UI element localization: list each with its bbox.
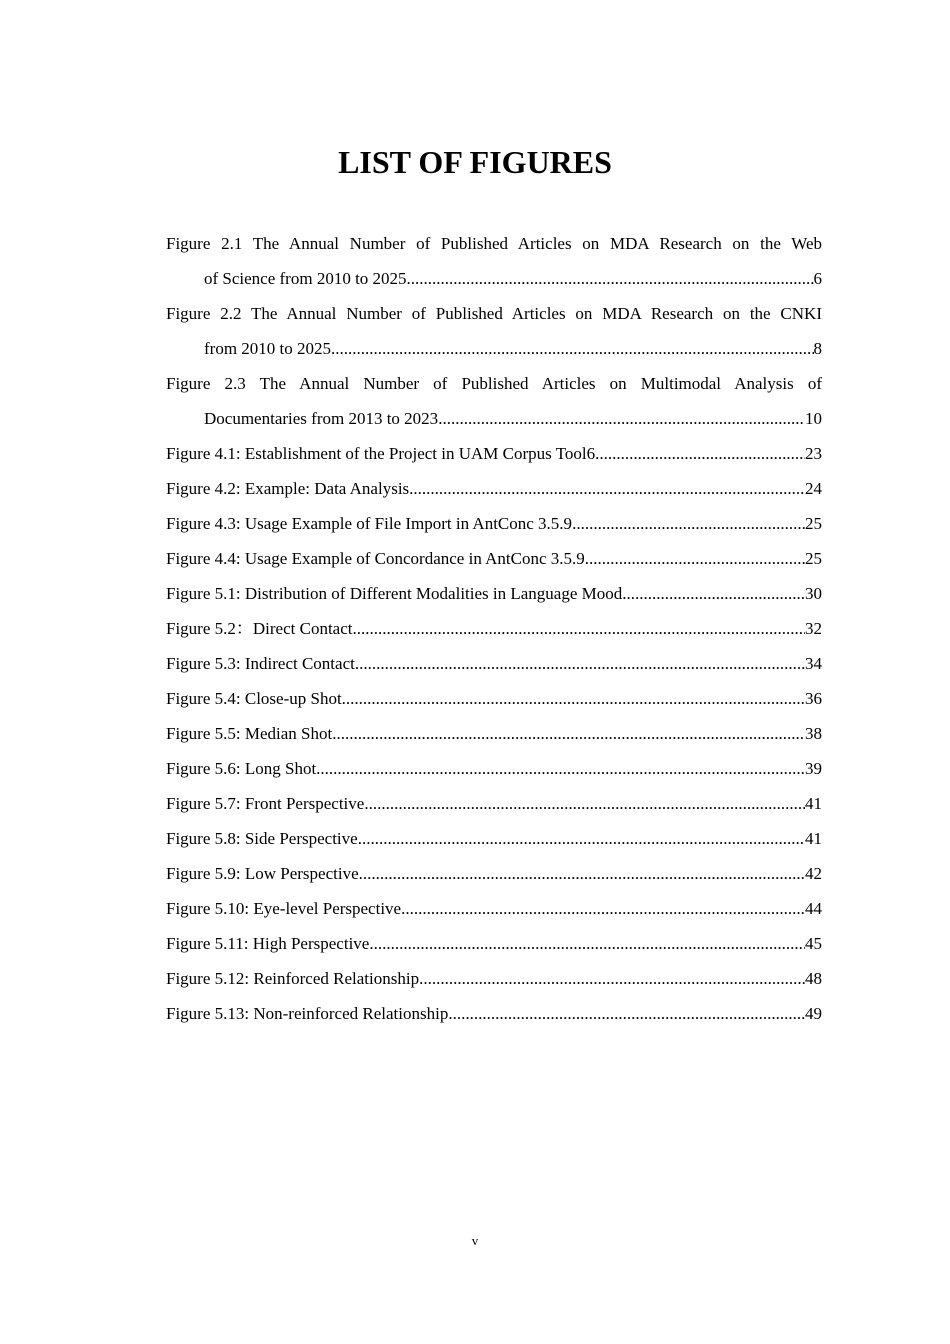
toc-entry[interactable] <box>166 891 822 926</box>
toc-entry[interactable] <box>166 576 822 611</box>
toc-entry-page: 30 <box>805 584 822 603</box>
toc-entry-title: Figure 5.13: Non-reinforced Relationship <box>166 1004 449 1023</box>
toc-entry-page: 41 <box>805 794 822 813</box>
toc-entry-page: 45 <box>805 934 822 953</box>
toc-entry-title-cont: of Science from 2010 to 2025 <box>204 269 407 288</box>
toc-entry-page: 41 <box>805 829 822 848</box>
toc-entry-page: 23 <box>805 444 822 463</box>
dot-leader <box>448 996 805 1031</box>
dot-leader <box>355 646 805 681</box>
toc-entry-page: 32 <box>805 619 822 638</box>
toc-entry-page: 24 <box>805 479 822 498</box>
toc-entry-page: 34 <box>805 654 822 673</box>
toc-entry-title: Figure 4.2: Example: Data Analysis <box>166 479 410 498</box>
toc-entry-page: 39 <box>805 759 822 778</box>
toc-entry-page: 38 <box>805 724 822 743</box>
toc-entry-title: Figure 5.11: High Perspective <box>166 934 370 953</box>
toc-entry-title-cont: from 2010 to 2025 <box>204 339 332 358</box>
dot-leader <box>572 506 805 541</box>
dot-leader <box>332 716 805 751</box>
toc-entry-page: 6 <box>813 269 822 288</box>
toc-entry[interactable] <box>166 716 822 751</box>
toc-entry[interactable] <box>166 226 822 296</box>
dot-leader <box>401 891 805 926</box>
toc-entry-title: Figure 4.4: Usage Example of Concordance in AntConc 3.5.9 <box>166 549 585 568</box>
toc-entry-title: Figure 5.7: Front Perspective <box>166 794 365 813</box>
figure-list <box>166 226 822 1031</box>
toc-entry-page: 48 <box>805 969 822 988</box>
dot-leader <box>595 436 805 471</box>
toc-entry[interactable] <box>166 996 822 1031</box>
dot-leader <box>353 611 806 646</box>
toc-entry-page: 49 <box>805 1004 822 1023</box>
toc-entry[interactable] <box>166 856 822 891</box>
toc-entry[interactable] <box>166 436 822 471</box>
toc-entry-title: Figure 2.1 The Annual Number of Published Articles on MDA Research on the Web <box>166 234 822 253</box>
toc-entry-title: Figure 5.3: Indirect Contact <box>166 654 355 673</box>
toc-entry-title: Figure 5.8: Side Perspective <box>166 829 358 848</box>
toc-entry[interactable] <box>166 471 822 506</box>
toc-entry[interactable] <box>166 821 822 856</box>
toc-entry-page: 10 <box>805 409 822 428</box>
toc-entry-page: 25 <box>805 549 822 568</box>
toc-entry[interactable] <box>166 646 822 681</box>
toc-entry-title: Figure 5.4: Close-up Shot <box>166 689 342 708</box>
toc-entry[interactable] <box>166 751 822 786</box>
toc-entry-page: 36 <box>805 689 822 708</box>
dot-leader <box>419 961 805 996</box>
toc-entry-page: 42 <box>805 864 822 883</box>
dot-leader <box>438 401 805 436</box>
toc-entry-title-cont: Documentaries from 2013 to 2023 <box>204 409 439 428</box>
page-number: v <box>471 1233 479 1248</box>
toc-entry[interactable] <box>166 926 822 961</box>
toc-entry-page: 44 <box>805 899 822 918</box>
dot-leader <box>622 576 805 611</box>
toc-entry-title: Figure 4.3: Usage Example of File Import in AntConc 3.5.9 <box>166 514 573 533</box>
dot-leader <box>331 331 813 366</box>
toc-entry-title: Figure 5.9: Low Perspective <box>166 864 359 883</box>
toc-entry[interactable] <box>166 961 822 996</box>
dot-leader <box>585 541 805 576</box>
toc-entry-page: 8 <box>813 339 822 358</box>
toc-entry[interactable] <box>166 366 822 436</box>
dot-leader <box>364 786 805 821</box>
toc-entry[interactable] <box>166 541 822 576</box>
dot-leader <box>359 856 805 891</box>
toc-entry-title: Figure 5.5: Median Shot <box>166 724 333 743</box>
page-title: LIST OF FIGURES <box>338 144 612 180</box>
toc-entry-title: Figure 2.2 The Annual Number of Published Articles on MDA Research on the CNKI <box>166 304 822 323</box>
dot-leader <box>407 261 814 296</box>
toc-entry[interactable] <box>166 296 822 366</box>
toc-entry-title: Figure 5.2：Direct Contact <box>166 619 353 638</box>
toc-entry[interactable] <box>166 681 822 716</box>
dot-leader <box>409 471 805 506</box>
toc-entry-title: Figure 5.10: Eye-level Perspective <box>166 899 402 918</box>
dot-leader <box>369 926 805 961</box>
toc-entry-title: Figure 5.1: Distribution of Different Modalities in Language Mood <box>166 584 623 603</box>
toc-entry-title: Figure 2.3 The Annual Number of Published Articles on Multimodal Analysis of <box>166 374 822 393</box>
toc-entry-title: Figure 5.12: Reinforced Relationship <box>166 969 420 988</box>
toc-entry[interactable] <box>166 506 822 541</box>
dot-leader <box>316 751 805 786</box>
toc-entry[interactable] <box>166 611 822 646</box>
toc-entry-title: Figure 5.6: Long Shot <box>166 759 317 778</box>
dot-leader <box>358 821 805 856</box>
toc-entry-page: 25 <box>805 514 822 533</box>
toc-entry-title: Figure 4.1: Establishment of the Project in UAM Corpus Tool6 <box>166 444 596 463</box>
toc-entry[interactable] <box>166 786 822 821</box>
dot-leader <box>342 681 805 716</box>
